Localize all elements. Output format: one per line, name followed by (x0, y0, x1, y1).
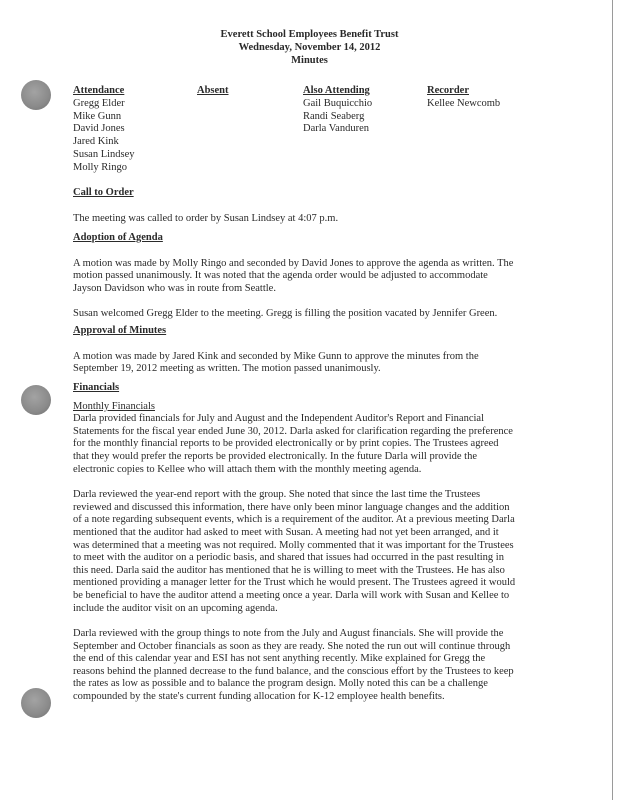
monthly-financials-subtitle: Monthly Financials (73, 400, 155, 412)
text-line: mentioned that the auditor had asked to meet with Susan. A meeting had not yet been arranged, and it (73, 526, 499, 538)
text-line: A motion was made by Jared Kink and seconded by Mike Gunn to approve the minutes from the (73, 350, 479, 362)
text-line: the rates as low as possible and to balance the program design. Molly noted this can be a challenge (73, 678, 488, 690)
punch-hole-middle (21, 385, 51, 415)
text-line: Darla reviewed with the group things to note from the July and August financials. She will provide the (73, 628, 504, 640)
recorder-heading: Recorder (427, 85, 469, 96)
financials-title: Financials (73, 382, 120, 393)
financials-paragraph-2 (73, 489, 553, 615)
text-line: of a note regarding subsequent events, which is a requirement of the auditor. At a previous meeting Darla (73, 514, 515, 526)
approval-title: Approval of Minutes (73, 325, 167, 336)
meeting-date: Wednesday, November 14, 2012 (238, 42, 381, 53)
text-line: September 19, 2012 meeting as written. The motion passed unanimously. (73, 363, 381, 375)
text-line: include the auditor visit on an upcoming agenda. (73, 602, 278, 614)
guest-name: Darla Vanduren (303, 123, 369, 135)
text-line: motion passed unanimously. It was noted that the agenda order would be adjusted to accommodate (73, 270, 488, 282)
adoption-title: Adoption of Agenda (73, 232, 163, 243)
org-title: Everett School Employees Benefit Trust (220, 29, 399, 40)
text-line: Darla reviewed the year-end report with the group. She noted that since the last time the Trustees (73, 489, 481, 501)
text-line: for the monthly financial reports to be provided electronically or by print copies. The Trustees agreed (73, 438, 499, 450)
adoption-of-agenda-section (73, 232, 553, 321)
adoption-paragraph-1 (73, 258, 553, 296)
call-to-order-title: Call to Order (73, 187, 134, 198)
recorder-column (427, 85, 500, 111)
adoption-paragraph-2: Susan welcomed Gregg Elder to the meeting. Gregg is filling the position vacated by Jennifer Green. (73, 308, 498, 320)
text-line: reviewed and discussed this information, there have only been minor language changes and the addition (73, 501, 510, 513)
text-line: the end of this calendar year and ESI has not sent anything recently. Mike explained for Gregg the (73, 653, 486, 665)
text-line: Darla provided financials for July and August and the Independent Auditor's Report and Financial (73, 413, 485, 425)
text-line: reasons behind the planned decrease to the fund balance, and the conscious effort by the Trustees to keep (73, 665, 514, 677)
call-to-order-text: The meeting was called to order by Susan Lindsey at 4:07 p.m. (73, 212, 339, 224)
text-line: was determined that a meeting was not required. Molly commented that it was important for the Trustees (73, 539, 514, 551)
attendance-column (73, 85, 135, 175)
document-type: Minutes (291, 55, 328, 66)
text-line: compounded by the state's current funding allocation for K-12 employee health benefits. (73, 691, 445, 703)
attendee-name: David Jones (73, 123, 125, 135)
recorder-name: Kellee Newcomb (427, 97, 501, 109)
text-line: electronic copies to Kellee who will attach them with the monthly meeting agenda. (73, 463, 422, 475)
attendee-name: Susan Lindsey (73, 148, 135, 160)
document-header (0, 28, 619, 67)
call-to-order-section (73, 187, 553, 225)
punch-hole-bottom (21, 688, 51, 718)
text-line: to meet with the auditor on a periodic basis, and shared that issues had occurred in the past resulting in (73, 552, 504, 564)
guest-name: Randi Seaberg (303, 110, 365, 122)
financials-paragraph-1 (73, 413, 553, 476)
text-line: A motion was made by Molly Ringo and seconded by David Jones to approve the agenda as written. The (73, 257, 514, 269)
financials-section (73, 382, 553, 704)
text-line: mentioned providing a manager letter for the Trust which he would present. The Trustees agreed it would (73, 577, 516, 589)
financials-paragraph-3 (73, 628, 553, 704)
also-attending-heading: Also Attending (303, 85, 370, 96)
attendee-name: Jared Kink (73, 136, 119, 148)
text-line: be beneficial to have the auditor attend a meeting once a year. Darla will work with Susan and Kellee to (73, 589, 510, 601)
text-line: September and October financials as soon as they are ready. She noted the run out will continue through (73, 640, 511, 652)
page-edge-line (612, 0, 613, 800)
also-attending-column (303, 85, 372, 136)
text-line: Jayson Davidson who was in route from Seattle. (73, 282, 276, 294)
absent-heading: Absent (197, 85, 229, 96)
guest-name: Gail Buquicchio (303, 97, 373, 109)
approval-of-minutes-section (73, 325, 553, 376)
text-line: this need. Darla said the auditor has mentioned that he is willing to meet with the Trustees. He has also (73, 564, 505, 576)
text-line: Statements for the fiscal year ended June 30, 2012. Darla asked for clarification regarding the preference (73, 425, 513, 437)
absent-column (197, 85, 229, 98)
attendee-name: Mike Gunn (73, 110, 122, 122)
attendance-heading: Attendance (73, 85, 125, 96)
punch-hole-top (21, 80, 51, 110)
attendee-name: Molly Ringo (73, 161, 127, 173)
attendee-name: Gregg Elder (73, 97, 125, 109)
text-line: that they would prefer the reports be provided electronically. In the future Darla will provide the (73, 450, 478, 462)
